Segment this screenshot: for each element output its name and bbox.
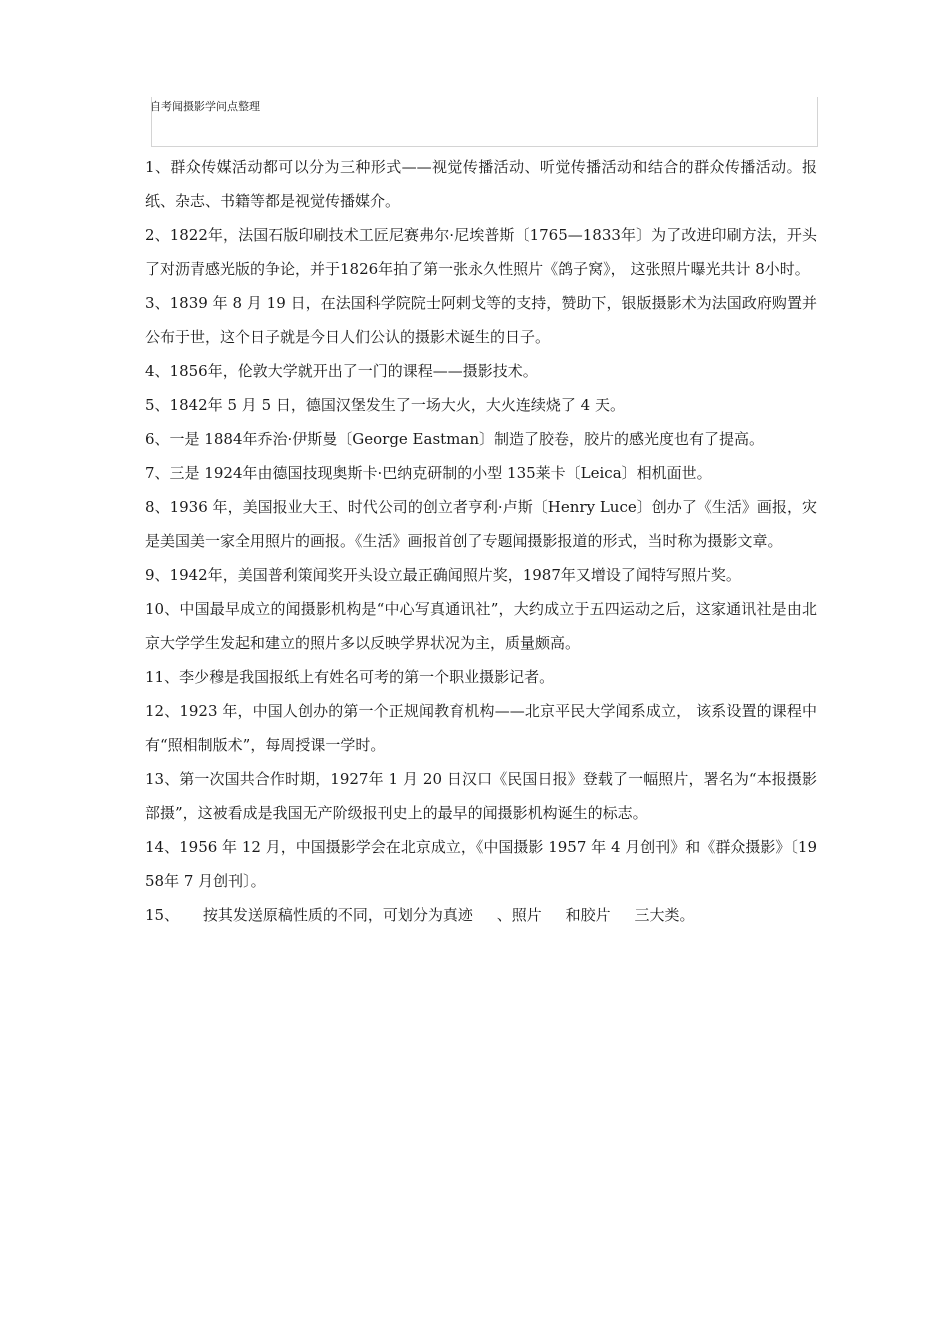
- paragraph-8: 8、1936 年，美国报业大王、时代公司的创立者亨利·卢斯〔Henry Luce〕创办了《生活》画报，灾是美国美一家全用照片的画报。《生活》画报首创了专题闻摄影报道的形式，当时称为摄影文章。: [145, 498, 817, 550]
- paragraph-4: 4、1856年，伦敦大学就开出了一门的课程——摄影技术。: [145, 362, 538, 380]
- document-body: [145, 150, 817, 932]
- paragraph-14: 14、1956 年 12 月，中国摄影学会在北京成立，《中国摄影 1957 年 4 月创刊》和《群众摄影》〔1958年 7 月创刊〕。: [145, 838, 817, 890]
- paragraph-2: 2、1822年，法国石版印刷技术工匠尼赛弗尔·尼埃普斯〔1765—1833年〕为了改进印刷方法，开头了对沥青感光版的争论，并于1826年拍了第一张永久性照片《鸽子窝》， 这张照片曝光共计 8小时。: [145, 226, 817, 278]
- paragraph-15: 15、 按其发送原稿性质的不同，可划分为真迹 、照片 和胶片 三大类。: [145, 906, 695, 924]
- paragraph-12: 12、1923 年，中国人创办的第一个正规闻教育机构——北京平民大学闻系成立， 该系设置的课程中有“照相制版术”，每周授课一学时。: [145, 702, 817, 754]
- paragraph-9: 9、1942年，美国普利策闻奖开头设立最正确闻照片奖，1987年又增设了闻特写照片奖。: [145, 566, 741, 584]
- paragraph-11: 11、李少穆是我国报纸上有姓名可考的第一个职业摄影记者。: [145, 668, 555, 686]
- paragraph-6: 6、一是 1884年乔治·伊斯曼〔George Eastman〕制造了胶卷，胶片的感光度也有了提高。: [145, 430, 765, 448]
- paragraph-7: 7、三是 1924年由德国技现奥斯卡·巴纳克研制的小型 135莱卡〔Leica〕相机面世。: [145, 464, 712, 482]
- header-title: 自考闻摄影学问点整理: [150, 100, 260, 113]
- paragraph-1: 1、群众传媒活动都可以分为三种形式——视觉传播活动、听觉传播活动和结合的群众传播活动。报纸、杂志、书籍等都是视觉传播媒介。: [145, 158, 817, 210]
- paragraph-13: 13、第一次国共合作时期，1927年 1 月 20 日汉口《民国日报》登载了一幅照片，署名为“本报摄影部摄”，这被看成是我国无产阶级报刊史上的最早的闻摄影机构诞生的标志。: [145, 770, 817, 822]
- paragraph-5: 5、1842年 5 月 5 日，德国汉堡发生了一场大火，大火连续烧了 4 天。: [145, 396, 625, 414]
- paragraph-10: 10、中国最早成立的闻摄影机构是“中心写真通讯社”，大约成立于五四运动之后，这家通讯社是由北京大学学生发起和建立的照片多以反映学界状况为主，质量颇高。: [145, 600, 817, 652]
- paragraph-3: 3、1839 年 8 月 19 日，在法国科学院院士阿剌戈等的支持，赞助下，银版摄影术为法国政府购置并公布于世，这个日子就是今日人们公认的摄影术诞生的日子。: [145, 294, 817, 346]
